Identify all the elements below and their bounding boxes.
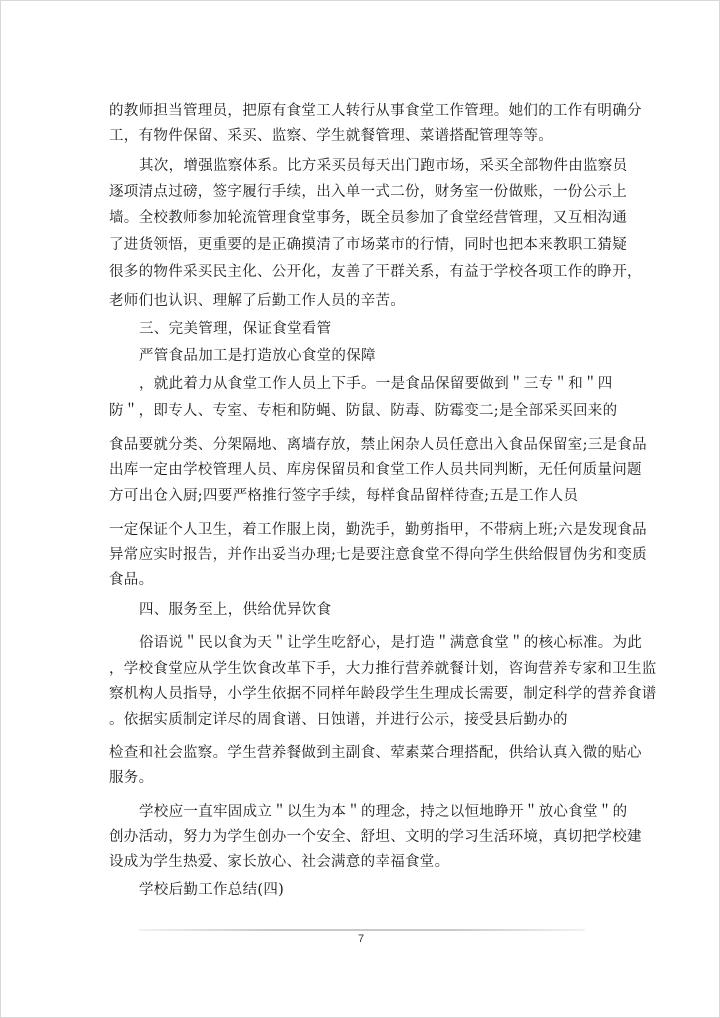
text-line: 老师们也认识、理解了后勤工作人员的辛苦。 bbox=[109, 293, 405, 309]
footer-divider bbox=[139, 929, 585, 931]
section-heading: 四、服务至上，供给优异饮食 bbox=[139, 602, 332, 618]
text-line: 出库一定由学校管理人员、库房保留员和食堂工作人员共同判断，无任何质量问题 bbox=[109, 462, 642, 478]
text-line: 墙。全校教师参加轮流管理食堂事务，既全员参加了食堂经营管理，又互相沟通 bbox=[109, 210, 627, 226]
text-line: 严管食品加工是打造放心食堂的保障 bbox=[139, 348, 376, 364]
text-line: 工，有物件保留、采买、监察、学生就餐管理、菜谱搭配管理等等。 bbox=[109, 128, 553, 144]
text-line: 食品。 bbox=[109, 572, 154, 588]
page-number: 7 bbox=[357, 933, 365, 945]
text-line: ，学校食堂应从学生饮食改革下手，大力推行营养就餐计划，咨询营养专家和卫生监 bbox=[109, 661, 657, 677]
text-line: 服务。 bbox=[109, 770, 154, 786]
text-line: 了进货领悟，更重要的是正确摸清了市场菜市的行情，同时也把本来教职工猜疑 bbox=[109, 237, 627, 253]
text-line: 俗语说＂民以食为天＂让学生吃舒心，是打造＂满意食堂＂的核心标准。为此 bbox=[139, 635, 643, 651]
text-line: 。依据实质制定详尽的周食谱、日蚀谱，并进行公示，接受县后勤办的 bbox=[109, 712, 568, 728]
text-line: 察机构人员指导，小学生依据不同样年龄段学生生理成长需要，制定科学的营养食谱 bbox=[109, 686, 657, 702]
text-line: 创办活动，努力为学生创办一个安全、舒坦、文明的学习生活环境，真切把学校建 bbox=[109, 829, 642, 845]
text-line: 防＂，即专人、专室、专柜和防蝇、防鼠、防毒、防霉变二;是全部采买回来的 bbox=[109, 403, 618, 419]
text-line: 的教师担当管理员，把原有食堂工人转行从事食堂工作管理。她们的工作有明确分 bbox=[109, 103, 642, 119]
section-heading: 学校后勤工作总结(四) bbox=[139, 882, 285, 898]
text-line: 检查和社会监察。学生营养餐做到主副食、荤素菜合理搭配，供给认真入微的贴心 bbox=[109, 745, 642, 761]
text-line: 很多的物件采买民主化、公开化，友善了干群关系，有益于学校各项工作的睁开， bbox=[109, 264, 642, 280]
text-line: ，就此着力从食堂工作人员上下手。一是食品保留要做到＂三专＂和＂四 bbox=[139, 376, 613, 392]
text-line: 其次，增强监察体系。比方采买员每天出门跑市场，采买全部物件由监察员 bbox=[139, 158, 628, 174]
section-heading: 三、完美管理，保证食堂看管 bbox=[139, 321, 332, 337]
text-line: 逐项清点过磅，签字履行手续，出入单一式二份，财务室一份做账，一份公示上 bbox=[109, 184, 627, 200]
text-line: 设成为学生热爱、家长放心、社会满意的幸福食堂。 bbox=[109, 854, 450, 870]
text-line: 食品要就分类、分架隔地、离墙存放，禁止闲杂人员任意出入食品保留室;三是食品 bbox=[109, 437, 647, 453]
text-line: 一定保证个人卫生，着工作服上岗，勤洗手，勤剪指甲，不带病上班;六是发现食品 bbox=[109, 522, 647, 538]
text-line: 异常应实时报告，并作出妥当办理;七是要注意食堂不得向学生供给假冒伪劣和变质 bbox=[109, 547, 647, 563]
text-line: 方可出仓入厨;四要严格推行签字手续，每样食品留样待查;五是工作人员 bbox=[109, 488, 579, 504]
text-line: 学校应一直牢固成立＂以生为本＂的理念，持之以恒地睁开＂放心食堂＂的 bbox=[139, 804, 628, 820]
